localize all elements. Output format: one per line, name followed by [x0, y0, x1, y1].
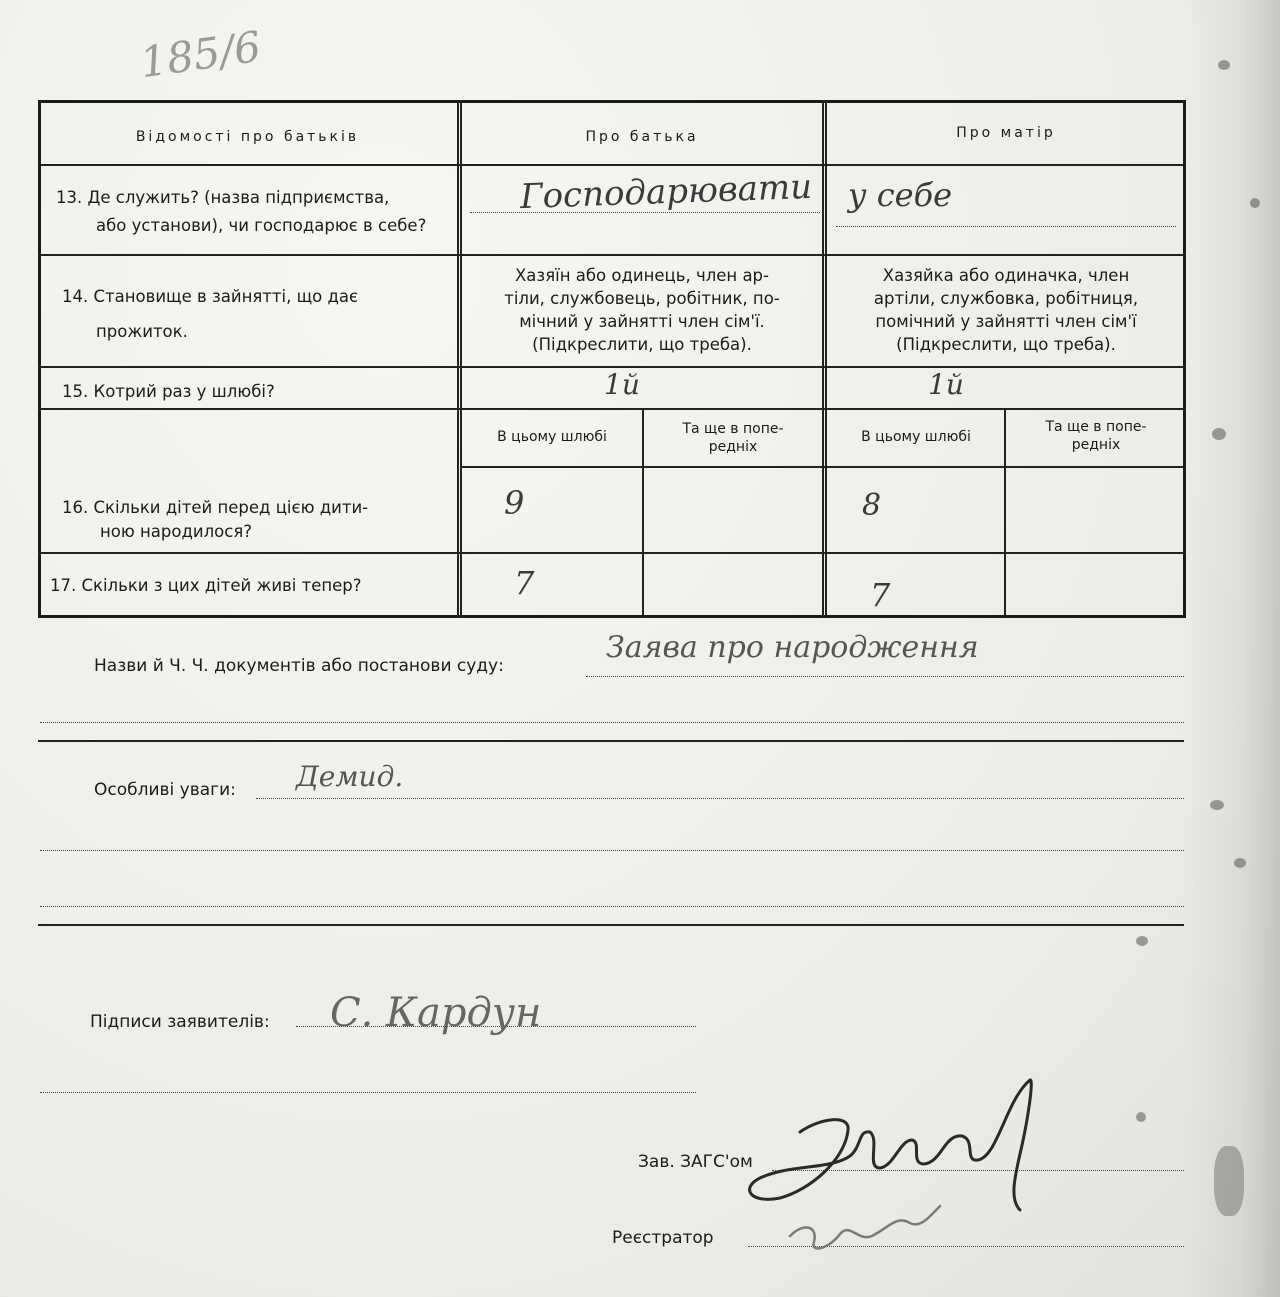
q14-line2: прожиток. [96, 322, 188, 341]
ink-blot [1218, 60, 1230, 70]
q13-line2: або установи), чи господарює в себе? [96, 216, 427, 235]
applicant-signature: С. Кардун [330, 990, 542, 1036]
q13-line1: 13. Де служить? (назва підприємства, [56, 188, 390, 207]
q15-question: 15. Котрий раз у шлюбі? [62, 382, 275, 401]
header-mother: Про матір [956, 125, 1056, 141]
q14-father-line4: (Підкреслити, що треба). [532, 335, 752, 354]
paper-tear [1214, 1146, 1244, 1216]
header-father: Про батька [585, 129, 699, 145]
section-separator [38, 924, 1184, 926]
zags-head-label: Зав. ЗАГС'ом [638, 1152, 753, 1172]
ink-blot [1212, 428, 1226, 440]
special-notes-value: Демид. [296, 760, 404, 793]
q14-mother-line2: артіли, службовка, робітниця, [873, 289, 1139, 308]
applicant-signatures-line-2 [40, 1092, 696, 1093]
q16-father-this: 9 [504, 484, 525, 522]
table-subcolumn-divider [1004, 408, 1006, 618]
registrar-label: Реєстратор [612, 1228, 714, 1248]
special-notes-label: Особливі уваги: [94, 780, 236, 800]
table-row-divider [38, 408, 1186, 410]
mother-this-marriage-header: В цьому шлюбі [861, 429, 971, 445]
q14-father-line2: тіли, службовець, робітник, по- [504, 289, 780, 308]
special-notes-line [256, 798, 1184, 799]
documents-line-2 [40, 722, 1184, 723]
q17-mother-this: 7 [870, 576, 891, 614]
documents-value: Заява про народження [606, 630, 979, 665]
ink-blot [1136, 1112, 1146, 1122]
documents-line [586, 676, 1184, 677]
father-previous-header-line2: редніх [708, 439, 758, 455]
ink-blot [1136, 936, 1148, 946]
q15-father-answer: 1й [604, 368, 640, 401]
ink-blot [1210, 800, 1224, 810]
registrar-signature [780, 1196, 950, 1266]
answer-dotted-line [836, 226, 1176, 227]
special-notes-line-3 [40, 906, 1184, 907]
q16-mother-this: 8 [862, 488, 882, 523]
header-parents-info: Відомості про батьків [135, 129, 360, 145]
q14-mother-line1: Хазяйка або одиначка, член [882, 266, 1130, 285]
ink-blot [1250, 198, 1260, 208]
table-row-divider [38, 552, 1186, 554]
q16-line1: 16. Скільки дітей перед цією дити- [62, 498, 369, 517]
ink-blot [1234, 858, 1246, 868]
q14-father-line3: мічний у зайнятті член сім'ї. [519, 312, 765, 331]
table-column-divider [457, 100, 462, 618]
applicant-signatures-label: Підписи заявителів: [90, 1012, 270, 1032]
mother-previous-header-line2: редніх [1071, 437, 1121, 453]
father-this-marriage-header: В цьому шлюбі [497, 429, 607, 445]
q14-father-line1: Хазяїн або одинець, член ар- [515, 266, 769, 285]
q13-father-answer: Господарювати [519, 166, 813, 218]
section-separator [38, 740, 1184, 742]
q16-line2: ною народилося? [100, 522, 253, 541]
special-notes-line-2 [40, 850, 1184, 851]
table-subcolumn-divider [642, 408, 644, 618]
documents-label: Назви й Ч. Ч. документів або постанови суду: [94, 656, 504, 676]
archive-number: 185/6 [137, 21, 264, 88]
q17-father-this: 7 [514, 564, 535, 602]
table-row-divider [38, 164, 1186, 166]
torn-right-edge [1185, 0, 1280, 1297]
table-row-divider [38, 254, 1186, 256]
mother-previous-header-line1: Та ще в попе- [1045, 419, 1147, 435]
q14-mother-line4: (Підкреслити, що треба). [896, 335, 1116, 354]
table-column-divider [822, 100, 827, 618]
father-previous-header-line1: Та ще в попе- [682, 421, 784, 437]
q14-line1: 14. Становище в зайнятті, що дає [62, 287, 359, 306]
q13-mother-answer: у себе [848, 176, 953, 214]
q15-mother-answer: 1й [928, 368, 964, 401]
q17-question: 17. Скільки з цих дітей живі тепер? [50, 576, 362, 595]
q14-mother-line3: помічний у зайнятті член сім'ї [875, 312, 1137, 331]
